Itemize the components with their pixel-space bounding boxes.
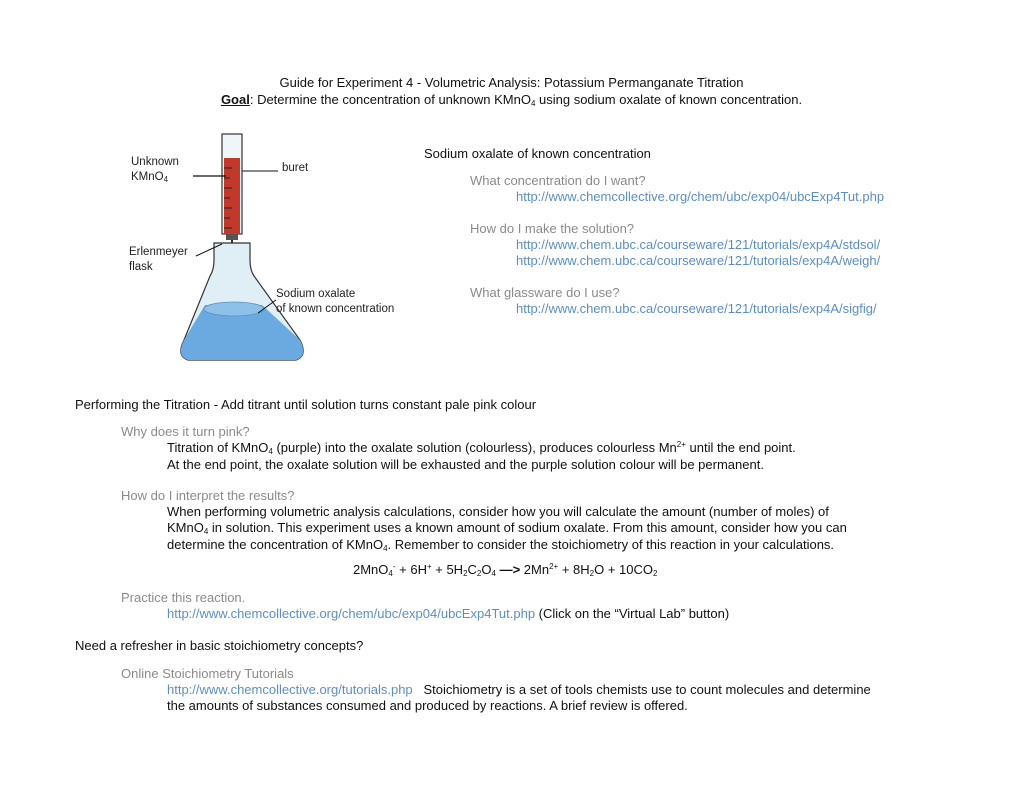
buret-titrant: [224, 158, 240, 234]
why-line1-post: until the end point.: [685, 440, 796, 455]
interpret-line3-post: . Remember to consider the stoichiometry of this reaction in your calculations.: [387, 537, 835, 552]
flask-solution-surface: [204, 302, 264, 316]
interpret-line2-pre: KMnO: [167, 520, 204, 535]
label-oxalate-line1: Sodium oxalate: [276, 288, 356, 300]
refresher-line2: the amounts of substances consumed and produced by reactions. A brief review is offered.: [167, 698, 688, 713]
goal-text-sub: 4: [530, 99, 536, 108]
interpret-line2-sub: 4: [203, 527, 209, 536]
interpret-question: How do I interpret the results?: [121, 488, 295, 503]
interpret-line3-sub: 4: [383, 544, 388, 553]
eq-b: + 6H: [395, 562, 427, 577]
practice-link[interactable]: http://www.chemcollective.org/chem/ubc/exp04/ubcExp4Tut.php: [167, 606, 536, 621]
interpret-line3-pre: determine the concentration of KMnO: [167, 537, 384, 552]
label-unknown-sub: 4: [163, 175, 169, 184]
practice-line: [167, 606, 729, 621]
sodium-q3-link[interactable]: http://www.chem.ubc.ca/courseware/121/tutorials/exp4A/sigfig/: [516, 301, 877, 316]
eq-c-sub1: 2: [463, 569, 468, 578]
eq-d: 2Mn: [523, 562, 550, 577]
interpret-line1: When performing volumetric analysis calculations, consider how you will calculate the amount (number of moles) of: [167, 504, 829, 519]
label-flask-line1: Erlenmeyer: [129, 246, 188, 258]
label-unknown-kmno: KMnO: [131, 171, 164, 183]
practice-question: Practice this reaction.: [121, 590, 246, 605]
eq-c: + 5H: [431, 562, 464, 577]
label-flask: [129, 245, 188, 275]
goal-text-post: using sodium oxalate of known concentration.: [535, 92, 803, 107]
eq-b-sup: +: [426, 562, 432, 571]
label-buret: buret: [282, 162, 309, 174]
interpret-line2-post: in solution. This experiment uses a known amount of sodium oxalate. From this amount, consider how you can: [208, 520, 847, 535]
practice-note: (Click on the “Virtual Lab” button): [535, 606, 730, 621]
sodium-q2-link1[interactable]: http://www.chem.ubc.ca/courseware/121/tutorials/exp4A/stdsol/: [516, 237, 881, 252]
interpret-line3: [167, 537, 834, 553]
why-line1-pre: Titration of KMnO: [167, 440, 269, 455]
titration-heading: Performing the Titration -: [75, 397, 219, 412]
eq-e2: O + 10CO: [594, 562, 653, 577]
label-unknown: [131, 155, 179, 187]
online-tutorials-question: Online Stoichiometry Tutorials: [121, 666, 294, 681]
label-unknown-line2: [131, 170, 179, 187]
label-oxalate-line2: of known concentration: [276, 303, 395, 315]
why-question: Why does it turn pink?: [121, 424, 250, 439]
label-unknown-line1: Unknown: [131, 156, 179, 168]
reaction-equation: [353, 562, 657, 578]
eq-a-sup: -: [392, 562, 396, 571]
refresher-heading: Need a refresher in basic stoichiometry concepts?: [75, 638, 364, 653]
why-line1-sub: 4: [268, 447, 273, 456]
refresher-line1: [167, 682, 871, 697]
buret-stopcock: [226, 234, 238, 240]
eq-c-sub2: 2: [476, 569, 482, 578]
eq-c-sub3: 4: [491, 569, 496, 578]
why-line1-mid: (purple) into the oxalate solution (colourless), produces colourless Mn: [272, 440, 677, 455]
why-line1: [167, 440, 796, 456]
eq-a: 2MnO: [353, 562, 389, 577]
sodium-heading: Sodium oxalate of known concentration: [424, 146, 651, 161]
eq-d-sup: 2+: [549, 562, 559, 571]
eq-a-sub: 4: [388, 569, 393, 578]
interpret-line2: [167, 520, 847, 536]
tutorials-link[interactable]: http://www.chemcollective.org/tutorials.php: [167, 682, 413, 697]
eq-e-sub2: 2: [652, 569, 658, 578]
eq-e: + 8H: [558, 562, 590, 577]
sodium-q3: What glassware do I use?: [470, 285, 620, 300]
page-title: Guide for Experiment 4 - Volumetric Analysis: Potassium Permanganate Titration: [279, 75, 744, 90]
label-flask-line2: flask: [129, 261, 153, 273]
sodium-q1-link[interactable]: http://www.chemcollective.org/chem/ubc/exp04/ubcExp4Tut.php: [516, 189, 885, 204]
eq-arrow: —>: [495, 562, 524, 577]
titration-heading-line: [75, 397, 536, 412]
eq-c2: C: [467, 562, 477, 577]
goal-label: Goal: [220, 92, 250, 107]
goal-text-pre: : Determine the concentration of unknown KMnO: [249, 92, 531, 107]
sodium-q1: What concentration do I want?: [470, 173, 646, 188]
refresher-text1: Stoichiometry is a set of tools chemists use to count molecules and determine: [412, 682, 871, 697]
eq-e-sub: 2: [589, 569, 595, 578]
titration-heading-rest: Add titrant until solution turns constant pale pink colour: [218, 397, 537, 412]
eq-c3: O: [481, 562, 492, 577]
label-oxalate: [276, 287, 394, 317]
titration-diagram: [0, 0, 440, 380]
sodium-q2-link2[interactable]: http://www.chem.ubc.ca/courseware/121/tutorials/exp4A/weigh/: [516, 253, 881, 268]
why-line2: At the end point, the oxalate solution will be exhausted and the purple solution colour will be permanent.: [167, 457, 764, 472]
sodium-q2: How do I make the solution?: [470, 221, 635, 236]
why-line1-sup: 2+: [676, 440, 686, 449]
